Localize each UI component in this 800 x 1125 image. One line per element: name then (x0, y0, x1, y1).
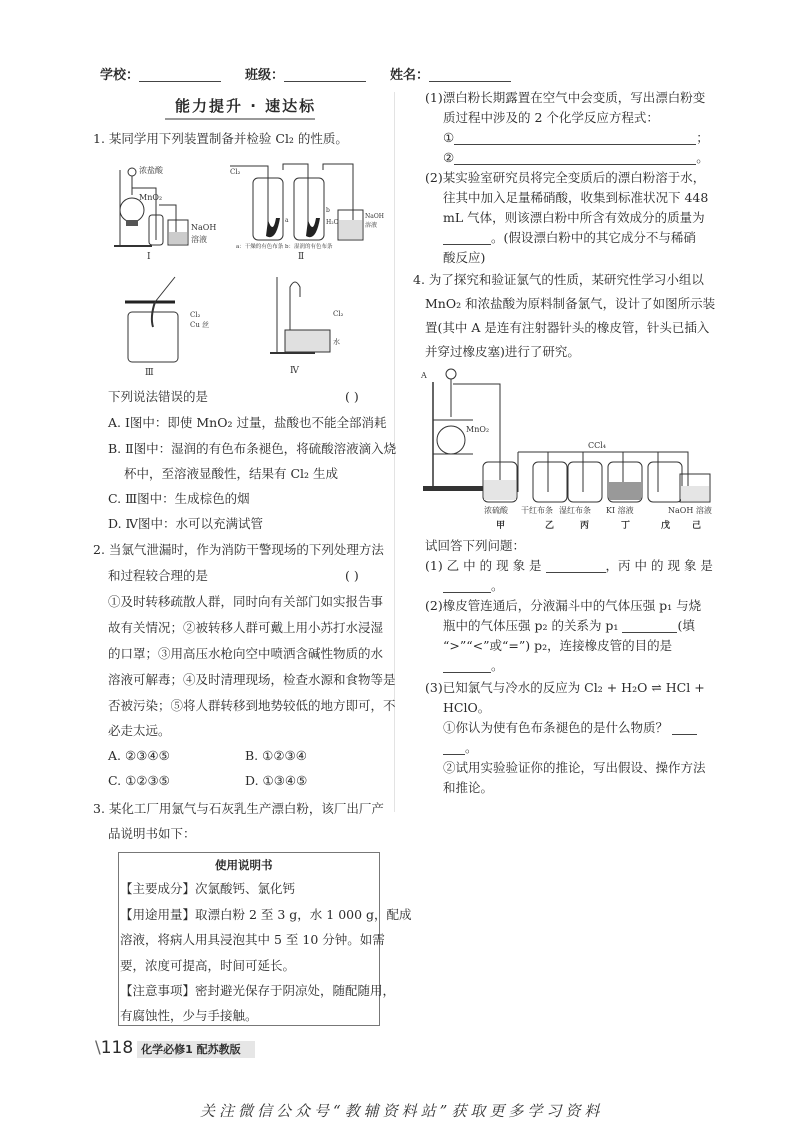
book-title-tag: 化学必修1 配苏教版 (137, 1041, 254, 1058)
q3-sub2-blank-line (443, 230, 696, 246)
fig2-cl2-label: Cl₂ (230, 168, 241, 176)
fig1-naoh-label: NaOH (191, 223, 217, 232)
q1-option-a: A. Ⅰ图中：即使 MnO₂ 过量，盐酸也不能全部消耗 (108, 415, 387, 430)
q4-sub3-text: ①你认为使有色布条褪色的是什么物质？ (443, 720, 669, 735)
q2-stem: 2. 当氯气泄漏时，作为消防干警现场的下列处理方法 (93, 542, 384, 557)
section-underline (165, 118, 315, 120)
q1-question: 下列说法错误的是 (108, 389, 209, 404)
fig4-water-label: 水 (333, 338, 340, 346)
manual-line: 有腐蚀性，少与手接触。 (120, 1008, 258, 1023)
bottle-label-yi: 干红布条 (521, 506, 553, 515)
fig2-caption: a：干燥的有色布条 b：湿润的有色布条 (236, 244, 333, 250)
fig2-label: Ⅱ (298, 252, 305, 260)
q3-stem: 3. 某化工厂用氯气与石灰乳生产漂白粉，该厂出厂产 (93, 801, 384, 816)
fig2-a-label: a (285, 217, 289, 224)
q4-sub3-cont: HClO。 (443, 700, 491, 715)
q2-option-a: A. ②③④⑤ (108, 748, 170, 763)
q3-sub2-cont: mL 气体，则该漂白粉中所含有效成分的质量为 (443, 210, 705, 225)
fig4-cl2-label: Cl₂ (333, 310, 344, 318)
q3-sub1: (1)漂白粉长期露置在空气中会变质，写出漂白粉变 (425, 90, 706, 105)
page-number: 118 (100, 1038, 134, 1058)
q3-sub2-cont: 往其中加入足量稀硝酸，收集到标准状况下 448 (443, 190, 709, 205)
q4-prompt: 试回答下列问题： (425, 538, 526, 553)
equation-1-blank[interactable] (454, 133, 696, 145)
name-blank[interactable] (429, 70, 511, 82)
class-field (245, 64, 366, 83)
bottle-name: 丁 (621, 521, 631, 531)
fig-mno2-label: MnO₂ (466, 425, 490, 434)
punct: 。 (696, 150, 709, 165)
yi-phenomenon-blank[interactable] (546, 561, 606, 573)
q2-text: 必走太远。 (108, 723, 171, 738)
page-footer (95, 1038, 255, 1058)
manual-line: 要，浓度可提高，时间可延长。 (120, 958, 296, 973)
school-label: 学校： (100, 68, 140, 83)
q3-stem-cont: 品说明书如下： (108, 826, 196, 841)
punct: 。 (491, 658, 504, 673)
q4-sub1-text: ，丙 中 的 现 象 是 (605, 558, 713, 573)
figure-2-apparatus (228, 160, 398, 260)
bottle-name: 丙 (580, 521, 590, 531)
manual-line: 溶液，将病人用具浸泡其中 5 至 10 分钟。如需 (120, 932, 385, 947)
q4-sub2-text: 瓶中的气体压强 p₂ 的关系为 p₁ (443, 618, 619, 633)
fig1-conc-hcl-label: 浓盐酸 (139, 166, 163, 175)
punct: 。 (465, 740, 478, 755)
fig3-cl2-label: Cl₂ (190, 311, 201, 319)
mass-blank[interactable] (443, 233, 491, 245)
name-field (390, 64, 511, 83)
bleaching-substance-blank[interactable] (672, 723, 697, 735)
q2-text: 故有关情况；②被转移人群可戴上用小苏打水浸湿 (108, 620, 384, 635)
q4-sub1-text: (1) 乙 中 的 现 象 是 (425, 558, 542, 573)
section-title: 能力提升 · 速达标 (175, 97, 317, 115)
q4-sub2-text: (填 (677, 618, 695, 633)
footer-slash: \ (95, 1038, 101, 1058)
q1-answer-bracket[interactable]: ( ) (345, 389, 359, 404)
q3-equation-2 (443, 150, 709, 166)
q2-option-b: B. ①②③④ (245, 748, 307, 763)
q4-sub3: (3)已知氯气与冷水的反应为 Cl₂ + H₂O ⇌ HCl + (425, 680, 705, 695)
q1-stem: 1. 某同学用下列装置制备并检验 Cl₂ 的性质。 (93, 131, 348, 146)
q4-sub1-cont (443, 578, 504, 594)
fig1-mno2-label: MnO₂ (139, 193, 163, 202)
school-blank[interactable] (139, 70, 221, 82)
figure-3-apparatus (120, 272, 230, 377)
punct: ； (696, 130, 709, 145)
manual-title: 使用说明书 (215, 858, 273, 872)
fig1-label: Ⅰ (147, 252, 151, 260)
q4-stem: 4. 为了探究和验证氯气的性质，某研究性学习小组以 (413, 272, 704, 287)
pressure-relation-blank[interactable] (622, 621, 677, 633)
q4-sub2-blank-line (443, 658, 504, 674)
school-field (100, 64, 221, 83)
bleaching-substance-blank-cont[interactable] (443, 743, 465, 755)
figure-1-apparatus (112, 160, 226, 260)
fig1-solution-label: 溶液 (191, 235, 207, 244)
q1-option-b-cont: 杯中，至溶液显酸性，结果有 Cl₂ 生成 (124, 466, 339, 481)
q4-sub1 (425, 558, 713, 574)
class-blank[interactable] (284, 70, 366, 82)
equation-2-blank[interactable] (454, 153, 696, 165)
q3-sub1-cont: 质过程中涉及的 2 个化学反应方程式： (443, 110, 659, 125)
purpose-blank[interactable] (443, 661, 491, 673)
manual-line: 【用途用量】取漂白粉 2 至 3 g，水 1 000 g，配成 (120, 907, 412, 922)
q4-apparatus-figure (418, 362, 718, 532)
fig2-solution-label: 溶液 (365, 222, 378, 229)
bottle-label-ding: KI 溶液 (606, 506, 634, 515)
fig4-label: Ⅳ (290, 366, 299, 376)
fig2-b-label: b (326, 207, 330, 214)
fig3-label: Ⅲ (145, 368, 154, 377)
q4-sub2: (2)橡皮管连通后，分液漏斗中的气体压强 p₁ 与烧 (425, 598, 702, 613)
q2-text: 的口罩；③用高压水枪向空中喷洒含碱性物质的水 (108, 646, 384, 661)
q3-sub2: (2)某实验室研究员将完全变质后的漂白粉溶于水， (425, 170, 706, 185)
q3-equation-1 (443, 130, 709, 146)
class-label: 班级： (245, 68, 285, 83)
manual-line: 【注意事项】密封避光保存于阴凉处，随配随用， (120, 983, 396, 998)
circled-1: ① (443, 130, 455, 145)
q4-stem-cont: 置(其中 A 是连有注射器针头的橡皮管，针头已插入 (425, 320, 710, 335)
watermark-text: 关注微信公众号“教辅资料站”获取更多学习资料 (200, 1102, 604, 1120)
fig3-cu-label: Cu 丝 (190, 321, 210, 329)
q1-option-c: C. Ⅲ图中：生成棕色的烟 (108, 491, 250, 506)
q4-stem-cont: MnO₂ 和浓盐酸为原料制备氯气，设计了如图所示装 (425, 296, 716, 311)
circled-2: ② (443, 150, 455, 165)
q3-sub2-end: 酸反应) (443, 250, 486, 265)
q2-text: 否被污染；⑤将人群转移到地势较低的地方即可，不 (108, 698, 396, 713)
bottle-name: 己 (692, 521, 702, 531)
q1-option-d: D. Ⅳ图中：水可以充满试管 (108, 516, 264, 531)
q4-stem-cont: 并穿过橡皮塞)进行了研究。 (425, 344, 580, 359)
q1-option-b: B. Ⅱ图中：湿润的有色布条褪色，将硫酸溶液滴入烧 (108, 441, 397, 456)
bottle-name: 甲 (496, 521, 506, 531)
q4-sub3-blank-line (443, 740, 478, 756)
q2-stem-cont: 和过程较合理的是 (108, 568, 209, 583)
fig2-h2o-label: H₂O (326, 219, 339, 226)
q3-sub2-text: 。(假设漂白粉中的其它成分不与稀硝 (491, 230, 696, 245)
manual-line: 【主要成分】次氯酸钙、氯化钙 (120, 881, 296, 896)
bottle-label-jia: 浓硫酸 (484, 506, 508, 515)
fig2-naoh-label: NaOH (365, 213, 384, 220)
bottle-label-ji: NaOH 溶液 (668, 506, 712, 515)
q2-text: 溶液可解毒；④及时清理现场，检查水源和食物等是 (108, 672, 396, 687)
q2-answer-bracket[interactable]: ( ) (345, 568, 359, 583)
q2-option-c: C. ①②③⑤ (108, 773, 170, 788)
bottle-name: 戊 (661, 521, 671, 531)
q4-sub3-q2: ②试用实验验证你的推论，写出假设、操作方法 (443, 760, 706, 775)
bottle-label-bing: 湿红布条 (559, 506, 591, 515)
q4-sub2-cont: “>”“<”或“=”) p₂，连接橡皮管的目的是 (443, 638, 673, 653)
fig-ccl4-label: CCl₄ (588, 441, 607, 450)
q2-option-d: D. ①③④⑤ (245, 773, 308, 788)
q4-sub2-cont (443, 618, 695, 634)
punct: 。 (491, 578, 504, 593)
bing-phenomenon-blank[interactable] (443, 581, 491, 593)
name-label: 姓名： (390, 68, 430, 83)
bottle-name: 乙 (545, 521, 555, 531)
fig-a-label: A (421, 371, 427, 380)
q4-sub3-q1 (443, 720, 697, 736)
q4-sub3-q2-cont: 和推论。 (443, 780, 494, 795)
q2-text: ①及时转移疏散人群，同时向有关部门如实报告事 (108, 594, 384, 609)
figure-4-apparatus (265, 272, 375, 377)
